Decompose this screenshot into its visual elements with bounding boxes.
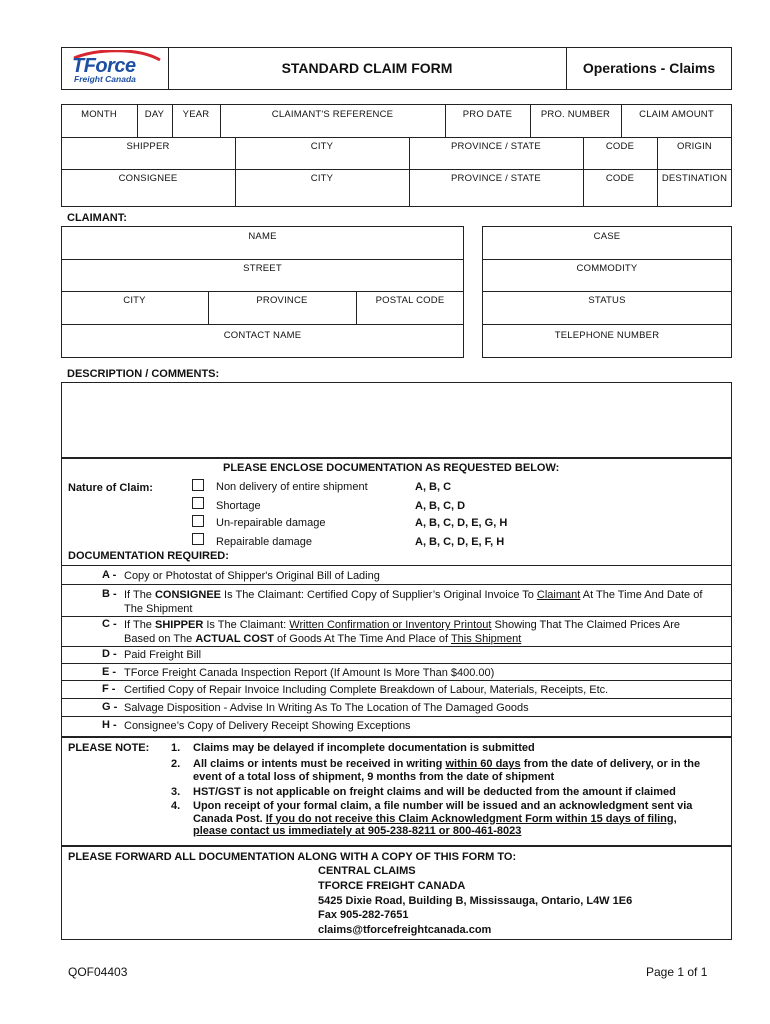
forward-address: 5425 Dixie Road, Building B, Mississauga, Ontario, L4W 1E6 — [318, 895, 633, 907]
row-divider — [61, 169, 732, 170]
item-a-text: Copy or Photostat of Shipper's Original Bill of Lading — [124, 570, 380, 582]
forward-heading: PLEASE FORWARD ALL DOCUMENTATION ALONG WITH A COPY OF THIS FORM TO: — [68, 851, 517, 863]
commodity-label: COMMODITY — [576, 263, 638, 274]
shipper-city-label: CITY — [310, 141, 334, 152]
name-label: NAME — [248, 231, 277, 242]
note-2-underline: within 60 days — [445, 758, 521, 770]
note-2-number: 2. — [171, 758, 181, 770]
item-c-underline: Written Confirmation or Inventory Printout — [289, 619, 492, 631]
item-divider — [61, 698, 732, 699]
non-delivery-codes: A, B, C — [415, 481, 452, 493]
item-f-text: Certified Copy of Repair Invoice Including Complete Breakdown of Labour, Materials, Receipts, Etc. — [124, 684, 609, 696]
note-4-text — [193, 800, 728, 838]
item-d-letter: D - — [102, 648, 117, 660]
note-2-part: from the date of delivery, or in the — [520, 758, 701, 770]
unrepairable-damage-label: Un-repairable damage — [216, 517, 326, 529]
postal-code-label: POSTAL CODE — [375, 295, 445, 306]
shipper-code-label: CODE — [605, 141, 635, 152]
item-c-underline: This Shipment — [450, 633, 522, 645]
item-b-part: Is The Claimant: Certified Copy of Supplier’s Original Invoice To — [221, 589, 537, 601]
non-delivery-label: Non delivery of entire shipment — [216, 481, 368, 493]
item-c-text — [124, 618, 729, 646]
pro-number-label: PRO. NUMBER — [540, 109, 611, 120]
telephone-label: TELEPHONE NUMBER — [554, 330, 660, 341]
note-4-underline: If you do not receive this Claim Acknowledgment Form within 15 days of filing, — [265, 812, 677, 825]
forward-email[interactable]: claims@tforcefreightcanada.com — [318, 924, 492, 936]
item-divider — [61, 716, 732, 717]
repairable-damage-codes: A, B, C, D, E, F, H — [415, 536, 505, 548]
note-1-number: 1. — [171, 742, 181, 754]
row-divider — [482, 259, 732, 260]
note-3-text: HST/GST is not applicable on freight claims and will be deducted from the amount if claimed — [193, 786, 676, 798]
please-note-label: PLEASE NOTE: — [68, 742, 150, 754]
note-2-part: All claims or intents must be received in writing — [193, 758, 446, 770]
nature-of-claim-label: Nature of Claim: — [68, 482, 153, 494]
note-2-text — [193, 758, 728, 783]
contact-name-label: CONTACT NAME — [223, 330, 302, 341]
item-divider — [61, 584, 732, 585]
origin-label: ORIGIN — [677, 141, 712, 152]
shipper-province-label: PROVINCE / STATE — [451, 141, 541, 152]
year-label: YEAR — [182, 109, 210, 120]
item-b-underline: Claimant — [536, 589, 581, 601]
form-code: QOF04403 — [68, 965, 128, 979]
item-c-part: If The — [124, 619, 155, 631]
item-f-letter: F - — [102, 683, 116, 695]
item-b-letter: B - — [102, 588, 117, 600]
item-c-part: Based on The — [124, 633, 196, 645]
shortage-checkbox[interactable] — [192, 497, 204, 509]
note-3-number: 3. — [171, 786, 181, 798]
item-b-part: At The Time And Date of — [580, 589, 703, 601]
item-divider — [61, 616, 732, 617]
item-h-letter: H - — [102, 719, 117, 731]
item-divider — [61, 680, 732, 681]
company-logo — [64, 50, 166, 88]
item-b-bold: CONSIGNEE — [154, 589, 221, 601]
non-delivery-checkbox[interactable] — [192, 479, 204, 491]
item-b-text — [124, 588, 729, 616]
logo-subtitle: Freight Canada — [74, 74, 136, 84]
claimant-heading: CLAIMANT: — [67, 212, 127, 224]
item-c-part: of Goods At The Time And Place of — [274, 633, 451, 645]
page-number: Page 1 of 1 — [646, 965, 708, 979]
row-divider — [482, 291, 732, 292]
documentation-required-heading: DOCUMENTATION REQUIRED: — [68, 550, 229, 562]
item-e-text: TForce Freight Canada Inspection Report (If Amount Is More Than $400.00) — [124, 667, 495, 679]
note-1-text: Claims may be delayed if incomplete documentation is submitted — [193, 742, 535, 754]
description-heading: DESCRIPTION / COMMENTS: — [67, 368, 220, 380]
note-4-contact: please contact us immediately at 905-238-8211 or 800-461-8023 — [193, 825, 522, 837]
month-label: MONTH — [81, 109, 117, 120]
item-h-text: Consignee’s Copy of Delivery Receipt Showing Exceptions — [124, 720, 411, 732]
consignee-label: CONSIGNEE — [118, 173, 178, 184]
description-box[interactable] — [61, 382, 732, 458]
forward-company: TFORCE FREIGHT CANADA — [318, 880, 466, 892]
claim-amount-label: CLAIM AMOUNT — [639, 109, 714, 120]
consignee-city-label: CITY — [310, 173, 334, 184]
row-divider — [61, 324, 464, 325]
shortage-label: Shortage — [216, 500, 261, 512]
note-2-line2: event of a total loss of shipment, 9 months from the date of shipment — [193, 770, 555, 783]
row-divider — [482, 324, 732, 325]
item-c-part: Showing That The Claimed Prices Are — [491, 619, 680, 631]
item-g-text: Salvage Disposition - Advise In Writing As To The Location of The Damaged Goods — [124, 702, 529, 714]
logo-wordmark: TForce — [72, 55, 136, 77]
repairable-damage-label: Repairable damage — [216, 536, 313, 548]
item-c-bold: SHIPPER — [154, 619, 204, 631]
pro-date-label: PRO DATE — [462, 109, 513, 120]
item-c-letter: C - — [102, 618, 117, 630]
repairable-damage-checkbox[interactable] — [192, 533, 204, 545]
status-label: STATUS — [588, 295, 626, 306]
province-label: PROVINCE — [256, 295, 308, 306]
claimant-reference-label: CLAIMANT'S REFERENCE — [271, 109, 394, 120]
item-d-text: Paid Freight Bill — [124, 649, 202, 661]
documentation-heading: PLEASE ENCLOSE DOCUMENTATION AS REQUESTED BELOW: — [223, 462, 560, 474]
item-b-part: If The — [124, 589, 155, 601]
case-label: CASE — [593, 231, 621, 242]
item-c-bold: ACTUAL COST — [195, 633, 274, 645]
unrepairable-damage-checkbox[interactable] — [192, 515, 204, 527]
forward-fax: Fax 905-282-7651 — [318, 909, 409, 921]
destination-label: DESTINATION — [661, 173, 728, 184]
day-label: DAY — [144, 109, 165, 120]
row-divider — [61, 137, 732, 138]
item-divider — [61, 565, 732, 566]
shortage-codes: A, B, C, D — [415, 500, 466, 512]
note-4-part: Upon receipt of your formal claim, a file number will be issued and an acknowledgment sent via — [193, 800, 693, 812]
consignee-code-label: CODE — [605, 173, 635, 184]
item-b-line2: The Shipment — [124, 603, 193, 615]
consignee-province-label: PROVINCE / STATE — [451, 173, 541, 184]
street-label: STREET — [243, 263, 282, 274]
item-c-part: Is The Claimant: — [203, 619, 290, 631]
note-4-part: Canada Post. — [193, 812, 266, 825]
form-title: STANDARD CLAIM FORM — [281, 60, 453, 76]
forward-central-claims: CENTRAL CLAIMS — [318, 865, 416, 877]
item-divider — [61, 646, 732, 647]
department-title: Operations - Claims — [582, 60, 716, 76]
item-a-letter: A - — [102, 569, 117, 581]
row-divider — [61, 259, 464, 260]
row-divider — [61, 291, 464, 292]
item-divider — [61, 663, 732, 664]
unrepairable-damage-codes: A, B, C, D, E, G, H — [415, 517, 508, 529]
item-g-letter: G - — [102, 701, 118, 713]
city-label: CITY — [123, 295, 146, 306]
note-4-number: 4. — [171, 800, 181, 812]
shipper-label: SHIPPER — [126, 141, 170, 152]
item-e-letter: E - — [102, 666, 117, 678]
